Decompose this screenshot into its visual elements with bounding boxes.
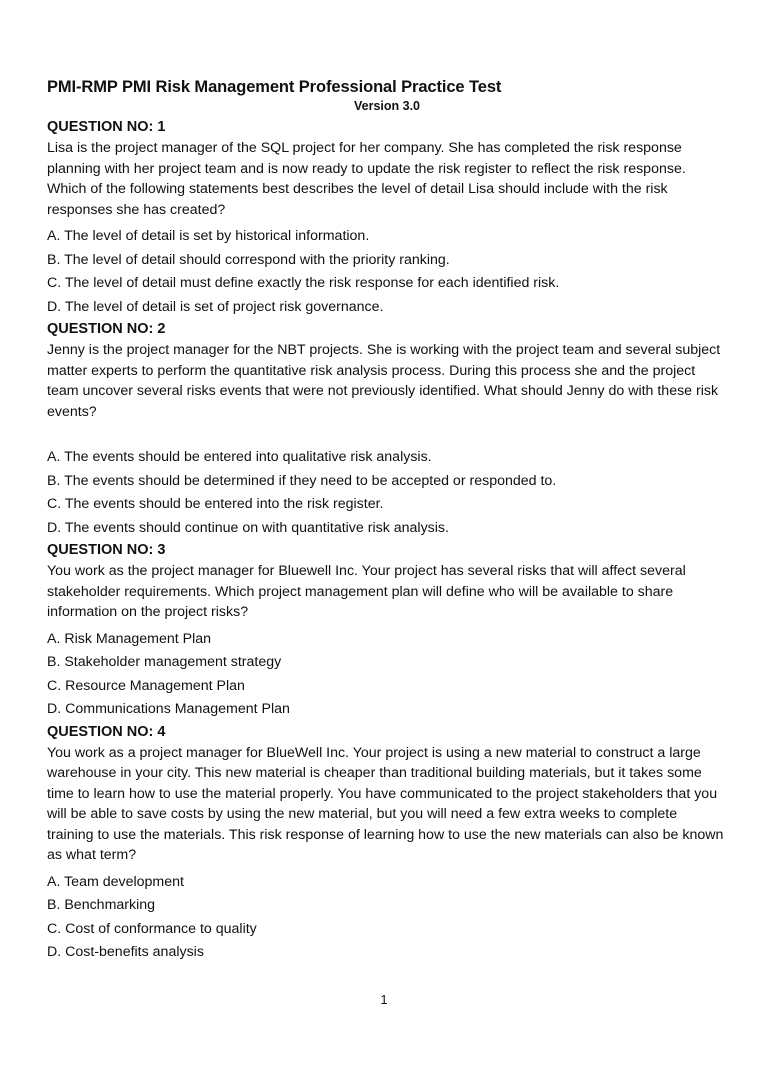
option-list: [47, 628, 727, 722]
option-c: C. Resource Management Plan: [47, 677, 245, 694]
option-d: D. The level of detail is set of project risk governance.: [47, 298, 384, 315]
question-text: You work as the project manager for Bluewell Inc. Your project has several risks that will affect several stakeholder requirements. Which project management plan will define who will be available to share information on the project risks?: [47, 563, 686, 620]
question-heading: QUESTION NO: 1: [47, 119, 166, 135]
option-a: A. Risk Management Plan: [47, 630, 212, 647]
option-a: A. Team development: [47, 873, 184, 890]
question-heading: QUESTION NO: 2: [47, 321, 166, 337]
option-list: [47, 446, 727, 540]
option-list: [47, 225, 727, 319]
question-text: You work as a project manager for BlueWell Inc. Your project is using a new material to construct a large warehouse in your city. This new material is cheaper than traditional building materials, but it takes some time to learn how to use the material properly. You have communicated to the project stakeholders that you will be able to save costs by using the new material, but you will need a few extra weeks to complete training to use the materials. This risk response of learning how to use the new materials can also be known as what term?: [47, 744, 724, 863]
option-c: C. The level of detail must define exactly the risk response for each identified risk.: [47, 275, 560, 291]
option-b: B. Stakeholder management strategy: [47, 654, 282, 670]
question-3: [47, 540, 727, 722]
option-c: C. The events should be entered into the risk register.: [47, 496, 384, 512]
option-c: C. Cost of conformance to quality: [47, 920, 257, 937]
question-1: [47, 117, 727, 319]
question-text: Lisa is the project manager of the SQL project for her company. She has completed the risk response planning with her project team and is now ready to update the risk register to reflect the risk response. Which of the following statements best describes the level of detail Lisa should include with the risk responses she has created?: [47, 140, 686, 218]
question-text: Jenny is the project manager for the NBT projects. She is working with the project team and several subject matter experts to perform the quantitative risk analysis process. During this process she and the project team uncover several risks events that were not previously identified. What should Jenny do with these risk events?: [47, 342, 721, 420]
option-b: B. Benchmarking: [47, 897, 156, 913]
document-page: [47, 76, 727, 965]
question-heading: QUESTION NO: 4: [47, 723, 166, 740]
option-b: B. The level of detail should correspond with the priority ranking.: [47, 251, 450, 268]
option-list: [47, 871, 727, 965]
document-title: PMI-RMP PMI Risk Management Professional Practice Test: [47, 78, 502, 96]
question-heading: QUESTION NO: 3: [47, 542, 166, 558]
option-d: D. Cost-benefits analysis: [47, 944, 204, 960]
option-a: A. The level of detail is set by historical information.: [47, 228, 370, 244]
page-number: 1: [380, 992, 388, 1007]
option-a: A. The events should be entered into qualitative risk analysis.: [47, 449, 432, 465]
document-version: Version 3.0: [353, 99, 420, 113]
question-4: [47, 722, 727, 965]
option-d: D. The events should continue on with quantitative risk analysis.: [47, 519, 449, 536]
option-b: B. The events should be determined if they need to be accepted or responded to.: [47, 472, 557, 489]
question-2: [47, 319, 727, 540]
option-d: D. Communications Management Plan: [47, 701, 290, 717]
